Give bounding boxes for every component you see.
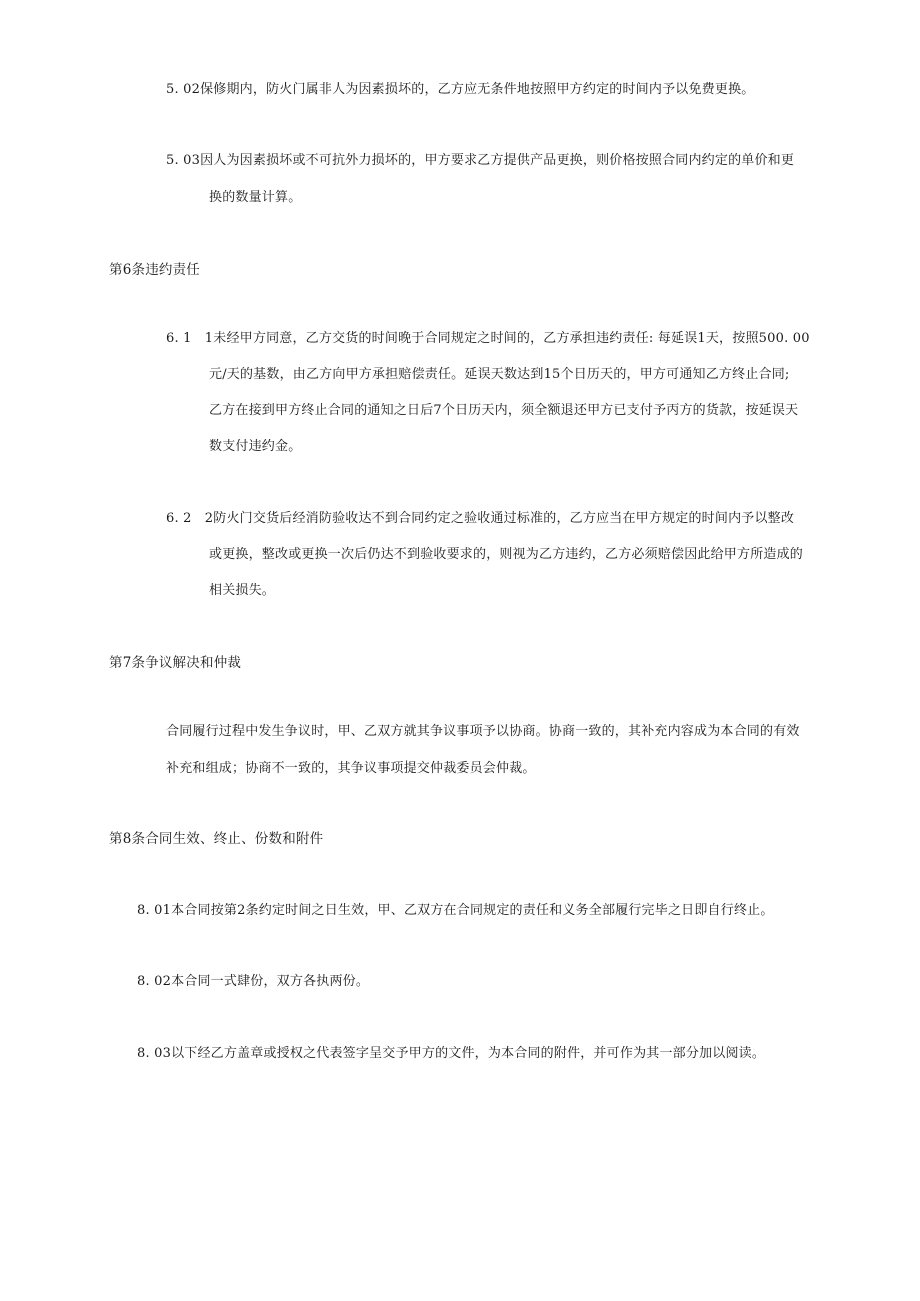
clause-8-02-text: 8. 02本合同一式肆份，双方各执两份。 bbox=[137, 974, 370, 989]
clause-7-heading: 第7条争议解决和仲裁 bbox=[109, 655, 242, 671]
clause-7-body-line-2: 补充和组成；协商不一致的，其争议事项提交仲裁委员会仲裁。 bbox=[166, 761, 536, 776]
clause-8-01-text: 8. 01本合同按第2条约定时间之日生效，甲、乙双方在合同规定的责任和义务全部履行完毕之日即自行终止。 bbox=[137, 903, 774, 918]
clause-6-2-text-line-1: 6. 2 2防火门交货后经消防验收达不到合同约定之验收通过标准的，乙方应当在甲方规定的时间内予以整改 bbox=[166, 511, 795, 526]
clause-5-03-text-line-2: 换的数量计算。 bbox=[209, 190, 302, 205]
clause-6-2-text-line-2: 或更换，整改或更换一次后仍达不到验收要求的，则视为乙方违约，乙方必须赔偿因此给甲方所造成的 bbox=[209, 547, 804, 562]
clause-5-03-text-line-1: 5. 03因人为因素损坏或不可抗外力损坏的，甲方要求乙方提供产品更换，则价格按照合同内约定的单价和更 bbox=[166, 153, 795, 168]
clause-7-body-line-1: 合同履行过程中发生争议时，甲、乙双方就其争议事项予以协商。协商一致的，其补充内容成为本合同的有效 bbox=[166, 724, 800, 739]
clause-6-1-text-line-4: 数支付违约金。 bbox=[209, 439, 302, 454]
clause-6-2-text-line-3: 相关损失。 bbox=[209, 583, 276, 598]
clause-8-03-text: 8. 03以下经乙方盖章或授权之代表签字呈交予甲方的文件，为本合同的附件，并可作为其一部分加以阅读。 bbox=[137, 1046, 766, 1061]
clause-6-1-text-line-3: 乙方在接到甲方终止合同的通知之日后7个日历天内，须全额退还甲方已支付予丙方的货款，按延误天 bbox=[209, 403, 799, 418]
clause-8-heading: 第8条合同生效、终止、份数和附件 bbox=[109, 831, 324, 847]
clause-6-1-text-line-1: 6. 1 1未经甲方同意，乙方交货的时间晚于合同规定之时间的，乙方承担违约责任: 每延误1天，按照500. 00 bbox=[166, 331, 810, 346]
clause-6-1-text-line-2: 元/天的基数，由乙方向甲方承担赔偿责任。延误天数达到15个日历天的，甲方可通知乙方终止合同; bbox=[209, 367, 790, 382]
clause-5-02-text: 5. 02保修期内，防火门属非人为因素损坏的，乙方应无条件地按照甲方约定的时间内予以免费更换。 bbox=[166, 82, 755, 97]
clause-6-heading: 第6条违约责任 bbox=[109, 262, 200, 278]
